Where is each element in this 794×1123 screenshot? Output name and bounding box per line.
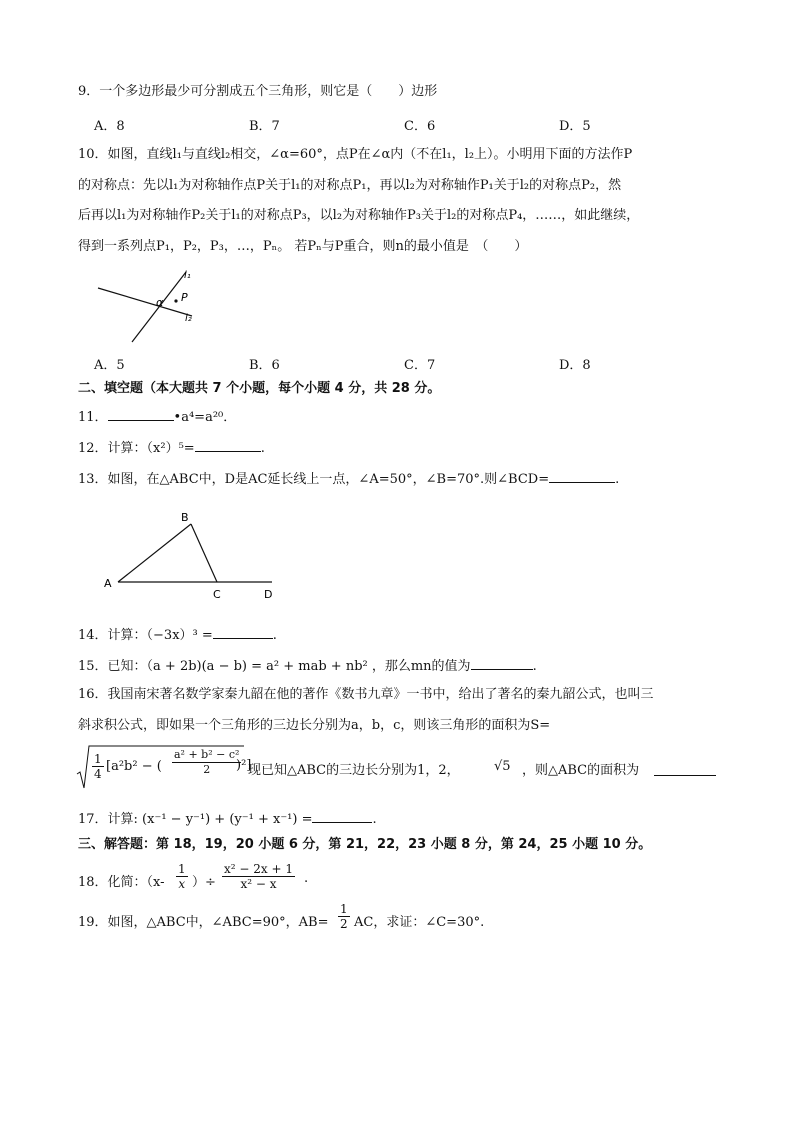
answer-blank[interactable] [195, 437, 261, 452]
answer-blank[interactable] [108, 406, 174, 421]
question-19 [78, 900, 578, 940]
label-p: P [181, 291, 188, 304]
question-13-figure [96, 504, 286, 604]
question-13 [78, 468, 619, 489]
segment-bc [191, 524, 217, 582]
fraction-polynomial: $\frac{\text{x² − 2x + 1}}{\text{x² − x}}$ [224, 862, 293, 891]
question-16-line-3: 现已知△ABC的三边长分别为1，2， [248, 763, 460, 778]
label-alpha: α [156, 296, 164, 309]
segment-ab [118, 524, 191, 582]
option-d: D．8 [559, 358, 591, 373]
fraction-one-over-x: $\frac{1}{x}$ [178, 862, 186, 891]
question-16-formula-line [76, 744, 716, 790]
option-a: A．5 [94, 358, 125, 373]
question-14 [78, 624, 277, 645]
question-12 [78, 437, 265, 458]
section-2-heading: 二、填空题（本大题共 7 个小题，每个小题 4 分，共 28 分。 [78, 381, 441, 396]
fraction-one-quarter: $\frac{1}{4}$ [94, 752, 102, 781]
answer-blank[interactable] [471, 655, 533, 670]
question-18-prefix: 18．化简：（x- [78, 875, 165, 890]
question-10-line-3: 后再以l₁为对称轴作P₂关于l₁的对称点P₃，以l₂为对称轴作P₃关于l₂的对称点P₄，……，如此继续， [78, 208, 640, 223]
question-18-suffix: . [304, 871, 309, 886]
question-10-line-2: 的对称点：先以l₁为对称轴作点P关于l₁的对称点P₁，再以l₂为对称轴作P₁关于l₂的对称点P₂，然 [78, 178, 622, 193]
question-14-suffix: . [272, 628, 277, 643]
label-l2: l₂ [185, 313, 192, 324]
question-18 [78, 860, 478, 900]
label-b: B [181, 511, 189, 524]
question-18-mid: ）÷ [192, 875, 216, 890]
question-9: 9．一个多边形最少可分割成五个三角形，则它是（ ）边形 [78, 84, 438, 99]
option-c: C．7 [404, 358, 436, 373]
question-11-suffix: •a⁴=a²⁰． [173, 410, 237, 425]
answer-blank[interactable] [654, 761, 716, 776]
answer-blank[interactable] [213, 624, 273, 639]
option-b: B．7 [249, 119, 280, 134]
fraction-one-half: $\frac{1}{2}$ [340, 902, 348, 931]
question-17-suffix: . [372, 812, 377, 827]
label-d: D [264, 588, 273, 601]
point-p [174, 299, 177, 302]
question-15-suffix: . [532, 659, 537, 674]
question-13-suffix: . [615, 472, 620, 487]
option-d: D．5 [559, 119, 591, 134]
line-l2 [98, 288, 192, 316]
question-11-prefix: 11． [78, 410, 108, 425]
question-19-suffix: AC，求证：∠C=30°. [354, 915, 485, 930]
option-b: B．6 [249, 358, 280, 373]
question-17-prefix: 17．计算: (x⁻¹ − y⁻¹) + (y⁻¹ + x⁻¹) = [78, 812, 313, 827]
formula-middle: [a²b² − ( [106, 759, 162, 774]
sqrt-five: √5 [494, 759, 511, 774]
option-c: C．6 [404, 119, 436, 134]
question-16-line-2: 斜求积公式，即如果一个三角形的三边长分别为a，b，c，则该三角形的面积为S= [78, 718, 551, 733]
question-15-prefix: 15．已知：（a + 2b)(a − b) = a² + mab + nb² ，那么mn的值为 [78, 659, 471, 674]
label-a: A [104, 577, 112, 590]
label-l1: l₁ [184, 270, 191, 281]
question-13-text: 13．如图，在△ABC中，D是AC延长线上一点，∠A=50°，∠B=70°.则∠BCD= [78, 472, 550, 487]
question-12-suffix: . [260, 441, 265, 456]
question-12-prefix: 12．计算：（x²）⁵= [78, 441, 195, 456]
section-3-heading: 三、解答题：第 18，19，20 小题 6 分，第 21，22，23 小题 8 分，第 24，25 小题 10 分。 [78, 837, 652, 852]
question-11 [78, 406, 236, 427]
question-16-line-3b: ，则△ABC的面积为 [522, 763, 640, 778]
label-c: C [213, 588, 221, 601]
question-10-line-4: 得到一系列点P₁，P₂，P₃，…，Pₙ。 若Pₙ与P重合，则n的最小值是 （ ） [78, 239, 528, 254]
answer-blank[interactable] [312, 808, 372, 823]
formula-end: )²] [236, 758, 252, 773]
question-15 [78, 655, 537, 676]
fraction-cosine: $\frac{\text{a² + b² − c²}}{2}$ [174, 748, 240, 776]
question-16-line-1: 16．我国南宋著名数学家秦九韶在他的著作《数书九章》一书中，给出了著名的秦九韶公式，也叫三 [78, 687, 654, 702]
question-10-figure [90, 266, 210, 346]
answer-blank[interactable] [549, 468, 615, 483]
question-14-prefix: 14．计算：（−3x）³ = [78, 628, 213, 643]
question-10-line-1: 10．如图，直线l₁与直线l₂相交，∠α=60°，点P在∠α内（不在l₁，l₂上）。小明用下面的方法作P [78, 147, 633, 162]
question-17 [78, 808, 377, 829]
option-a: A．8 [94, 119, 125, 134]
question-19-prefix: 19．如图，△ABC中，∠ABC=90°，AB= [78, 915, 329, 930]
